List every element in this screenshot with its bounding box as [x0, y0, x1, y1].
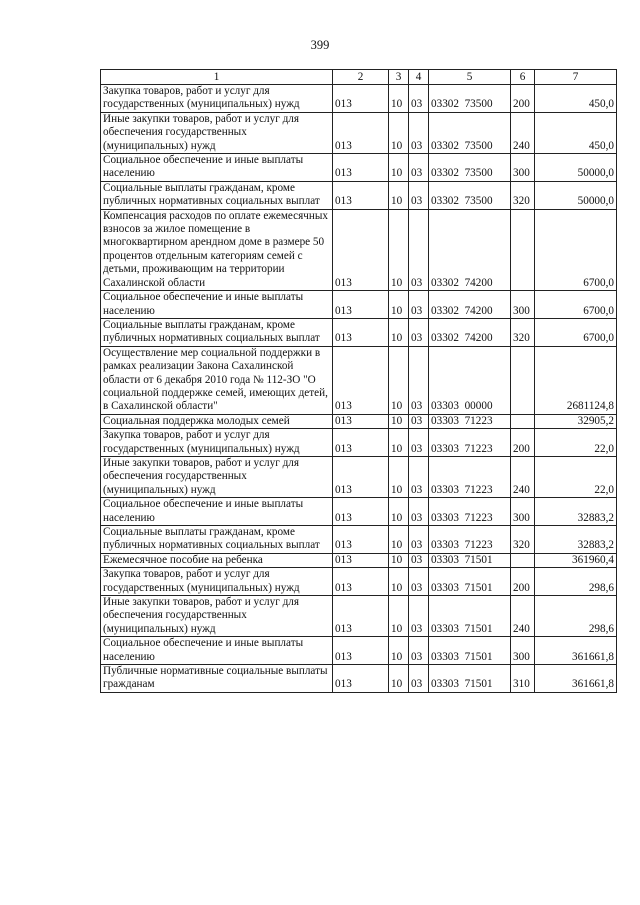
subsection-cell: 03 [409, 346, 429, 414]
table-row [101, 181, 617, 209]
target-article-cell: 03302 73500 [429, 85, 511, 113]
ministry-code-cell: 013 [333, 456, 389, 497]
amount-cell: 361661,8 [535, 637, 617, 665]
subsection-cell: 03 [409, 498, 429, 526]
section-cell: 10 [389, 553, 409, 567]
expense-type-cell [511, 553, 535, 567]
table-row [101, 154, 617, 182]
amount-cell: 450,0 [535, 85, 617, 113]
ministry-code-cell: 013 [333, 209, 389, 290]
amount-cell: 50000,0 [535, 154, 617, 182]
table-row [101, 665, 617, 693]
ministry-code-cell: 013 [333, 568, 389, 596]
item-name-cell: Социальное обеспечение и иные выплаты населению [101, 498, 333, 526]
ministry-code-cell: 013 [333, 637, 389, 665]
expense-type-cell: 310 [511, 665, 535, 693]
item-name-cell: Социальные выплаты гражданам, кроме публичных нормативных социальных выплат [101, 181, 333, 209]
table-row [101, 498, 617, 526]
section-cell: 10 [389, 318, 409, 346]
section-cell: 10 [389, 181, 409, 209]
section-cell: 10 [389, 526, 409, 554]
ministry-code-cell: 013 [333, 498, 389, 526]
target-article-cell: 03303 71223 [429, 429, 511, 457]
ministry-code-cell: 013 [333, 553, 389, 567]
target-article-cell: 03302 74200 [429, 209, 511, 290]
target-article-cell: 03302 74200 [429, 318, 511, 346]
ministry-code-cell: 013 [333, 291, 389, 319]
subsection-cell: 03 [409, 85, 429, 113]
budget-table [100, 69, 617, 693]
table-row [101, 596, 617, 637]
item-name-cell: Закупка товаров, работ и услуг для государственных (муниципальных) нужд [101, 568, 333, 596]
target-article-cell: 03302 73500 [429, 181, 511, 209]
amount-cell: 6700,0 [535, 291, 617, 319]
target-article-cell: 03303 00000 [429, 346, 511, 414]
expense-type-cell: 200 [511, 429, 535, 457]
target-article-cell: 03303 71501 [429, 637, 511, 665]
header-cell: 2 [333, 70, 389, 85]
section-cell: 10 [389, 154, 409, 182]
header-row [101, 70, 617, 85]
amount-cell: 298,6 [535, 596, 617, 637]
table-row [101, 346, 617, 414]
amount-cell: 22,0 [535, 429, 617, 457]
item-name-cell: Социальное обеспечение и иные выплаты населению [101, 291, 333, 319]
header-cell: 4 [409, 70, 429, 85]
subsection-cell: 03 [409, 429, 429, 457]
ministry-code-cell: 013 [333, 154, 389, 182]
item-name-cell: Закупка товаров, работ и услуг для государственных (муниципальных) нужд [101, 85, 333, 113]
expense-type-cell: 240 [511, 596, 535, 637]
ministry-code-cell: 013 [333, 181, 389, 209]
amount-cell: 2681124,8 [535, 346, 617, 414]
section-cell: 10 [389, 429, 409, 457]
section-cell: 10 [389, 665, 409, 693]
target-article-cell: 03303 71501 [429, 665, 511, 693]
table-row [101, 85, 617, 113]
target-article-cell: 03303 71501 [429, 553, 511, 567]
table-row [101, 291, 617, 319]
expense-type-cell: 200 [511, 85, 535, 113]
expense-type-cell: 240 [511, 456, 535, 497]
item-name-cell: Иные закупки товаров, работ и услуг для обеспечения государственных (муниципальных) нужд [101, 596, 333, 637]
subsection-cell: 03 [409, 318, 429, 346]
section-cell: 10 [389, 291, 409, 319]
subsection-cell: 03 [409, 526, 429, 554]
item-name-cell: Компенсация расходов по оплате ежемесячных взносов за жилое помещение в многоквартирном арендном доме в размере 50 процентов отдельным категориям семей с детьми, проживающим на территории Сахалинской области [101, 209, 333, 290]
section-cell: 10 [389, 596, 409, 637]
section-cell: 10 [389, 112, 409, 153]
target-article-cell: 03302 73500 [429, 112, 511, 153]
amount-cell: 450,0 [535, 112, 617, 153]
subsection-cell: 03 [409, 568, 429, 596]
expense-type-cell [511, 346, 535, 414]
section-cell: 10 [389, 209, 409, 290]
amount-cell: 298,6 [535, 568, 617, 596]
item-name-cell: Социальные выплаты гражданам, кроме публичных нормативных социальных выплат [101, 526, 333, 554]
target-article-cell: 03303 71223 [429, 456, 511, 497]
expense-type-cell: 200 [511, 568, 535, 596]
section-cell: 10 [389, 498, 409, 526]
target-article-cell: 03303 71501 [429, 568, 511, 596]
ministry-code-cell: 013 [333, 429, 389, 457]
table-row [101, 112, 617, 153]
ministry-code-cell: 013 [333, 526, 389, 554]
expense-type-cell: 240 [511, 112, 535, 153]
table-row [101, 568, 617, 596]
table-row [101, 637, 617, 665]
amount-cell: 6700,0 [535, 209, 617, 290]
item-name-cell: Социальная поддержка молодых семей [101, 414, 333, 428]
section-cell: 10 [389, 456, 409, 497]
item-name-cell: Ежемесячное пособие на ребенка [101, 553, 333, 567]
subsection-cell: 03 [409, 665, 429, 693]
ministry-code-cell: 013 [333, 665, 389, 693]
table-row [101, 414, 617, 428]
expense-type-cell: 300 [511, 498, 535, 526]
subsection-cell: 03 [409, 209, 429, 290]
expense-type-cell: 320 [511, 318, 535, 346]
expense-type-cell: 300 [511, 637, 535, 665]
subsection-cell: 03 [409, 637, 429, 665]
amount-cell: 50000,0 [535, 181, 617, 209]
item-name-cell: Публичные нормативные социальные выплаты гражданам [101, 665, 333, 693]
expense-type-cell [511, 414, 535, 428]
target-article-cell: 03303 71223 [429, 526, 511, 554]
subsection-cell: 03 [409, 414, 429, 428]
table-row [101, 429, 617, 457]
section-cell: 10 [389, 637, 409, 665]
target-article-cell: 03303 71501 [429, 596, 511, 637]
header-cell: 7 [535, 70, 617, 85]
section-cell: 10 [389, 414, 409, 428]
subsection-cell: 03 [409, 154, 429, 182]
section-cell: 10 [389, 346, 409, 414]
subsection-cell: 03 [409, 112, 429, 153]
target-article-cell: 03303 71223 [429, 414, 511, 428]
header-cell: 6 [511, 70, 535, 85]
item-name-cell: Социальные выплаты гражданам, кроме публичных нормативных социальных выплат [101, 318, 333, 346]
amount-cell: 361661,8 [535, 665, 617, 693]
amount-cell: 6700,0 [535, 318, 617, 346]
page-number: 399 [310, 38, 330, 52]
amount-cell: 32883,2 [535, 498, 617, 526]
expense-type-cell: 320 [511, 181, 535, 209]
ministry-code-cell: 013 [333, 112, 389, 153]
table-row [101, 526, 617, 554]
amount-cell: 361960,4 [535, 553, 617, 567]
expense-type-cell: 320 [511, 526, 535, 554]
table-row [101, 318, 617, 346]
amount-cell: 32883,2 [535, 526, 617, 554]
header-cell: 1 [101, 70, 333, 85]
item-name-cell: Иные закупки товаров, работ и услуг для обеспечения государственных (муниципальных) нужд [101, 112, 333, 153]
subsection-cell: 03 [409, 553, 429, 567]
target-article-cell: 03303 71223 [429, 498, 511, 526]
subsection-cell: 03 [409, 456, 429, 497]
subsection-cell: 03 [409, 291, 429, 319]
ministry-code-cell: 013 [333, 85, 389, 113]
expense-type-cell [511, 209, 535, 290]
ministry-code-cell: 013 [333, 414, 389, 428]
item-name-cell: Осуществление мер социальной поддержки в рамках реализации Закона Сахалинской области от 6 декабря 2010 года № 112-ЗО "О социальной поддержке семей, имеющих детей, в Сахалинской области" [101, 346, 333, 414]
item-name-cell: Социальное обеспечение и иные выплаты населению [101, 637, 333, 665]
item-name-cell: Социальное обеспечение и иные выплаты населению [101, 154, 333, 182]
ministry-code-cell: 013 [333, 318, 389, 346]
expense-type-cell: 300 [511, 154, 535, 182]
header-cell: 5 [429, 70, 511, 85]
header-cell: 3 [389, 70, 409, 85]
ministry-code-cell: 013 [333, 346, 389, 414]
item-name-cell: Иные закупки товаров, работ и услуг для обеспечения государственных (муниципальных) нужд [101, 456, 333, 497]
table-row [101, 553, 617, 567]
table-row [101, 456, 617, 497]
amount-cell: 22,0 [535, 456, 617, 497]
ministry-code-cell: 013 [333, 596, 389, 637]
amount-cell: 32905,2 [535, 414, 617, 428]
expense-type-cell: 300 [511, 291, 535, 319]
section-cell: 10 [389, 568, 409, 596]
target-article-cell: 03302 74200 [429, 291, 511, 319]
table-row [101, 209, 617, 290]
subsection-cell: 03 [409, 181, 429, 209]
subsection-cell: 03 [409, 596, 429, 637]
target-article-cell: 03302 73500 [429, 154, 511, 182]
section-cell: 10 [389, 85, 409, 113]
item-name-cell: Закупка товаров, работ и услуг для государственных (муниципальных) нужд [101, 429, 333, 457]
